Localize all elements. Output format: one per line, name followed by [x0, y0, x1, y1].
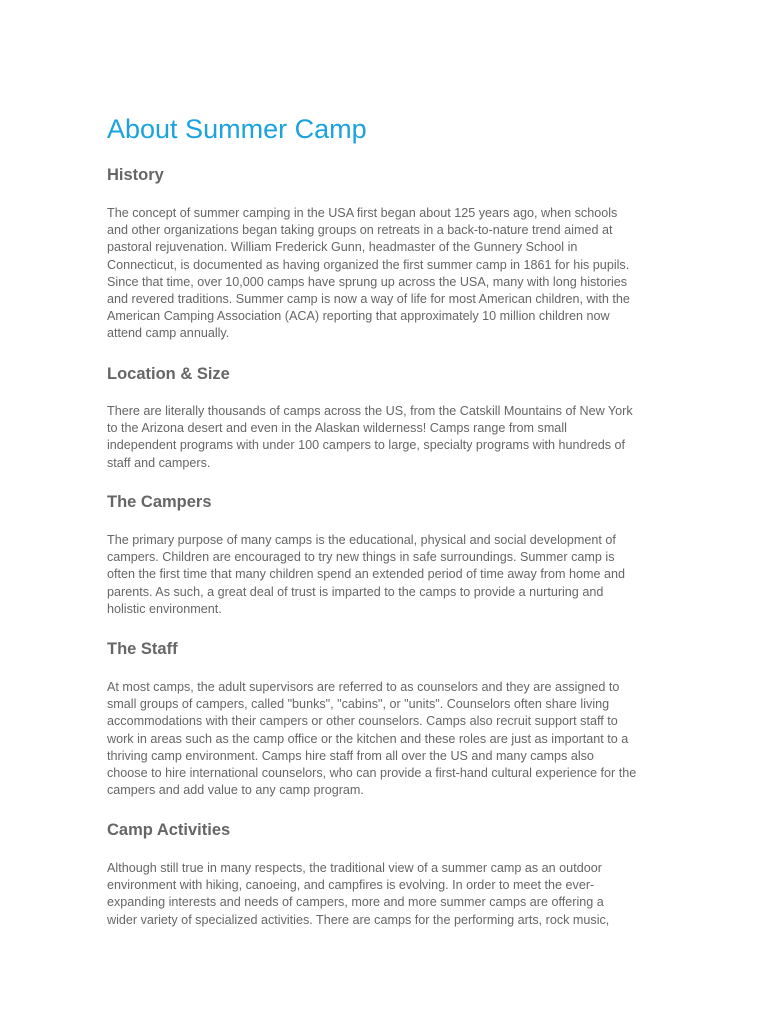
- text-line: environment with hiking, canoeing, and campfires is evolving. In order to meet the ever-: [107, 878, 595, 893]
- page-title: About Summer Camp: [107, 114, 367, 144]
- text-line: to the Arizona desert and even in the Alaskan wilderness! Camps range from small: [107, 421, 567, 436]
- text-line: Connecticut, is documented as having organized the first summer camp in 1861 for his pupils.: [107, 257, 630, 272]
- text-line: The concept of summer camping in the USA first began about 125 years ago, when schools: [107, 206, 618, 220]
- text-line: expanding interests and needs of campers, more and more summer camps are offering a: [107, 895, 604, 910]
- section-heading-the-campers: The Campers: [107, 493, 212, 511]
- section-heading-history: History: [107, 166, 164, 184]
- text-line: Since that time, over 10,000 camps have sprung up across the USA, many with long histories: [107, 274, 628, 289]
- text-line: The primary purpose of many camps is the educational, physical and social development of: [107, 533, 616, 547]
- text-line: attend camp annually.: [107, 326, 230, 341]
- text-line: Although still true in many respects, the traditional view of a summer camp as an outdoor: [107, 861, 602, 875]
- section-heading-camp-activities: Camp Activities: [107, 821, 231, 839]
- section-body-history: [107, 205, 630, 343]
- text-line: campers and add value to any camp program.: [107, 783, 364, 798]
- text-line: small groups of campers, called "bunks", "cabins", or "units". Counselors often share living: [107, 697, 610, 712]
- text-line: choose to hire international counselors, who can provide a first-hand cultural experience for the: [107, 766, 637, 781]
- section-body-location-size: [107, 403, 633, 472]
- text-line: staff and campers.: [107, 455, 211, 470]
- text-line: At most camps, the adult supervisors are referred to as counselors and they are assigned to: [107, 680, 620, 694]
- text-line: work in areas such as the camp office or the kitchen and these roles are just as important to a: [107, 731, 629, 746]
- section-body-camp-activities: [107, 860, 609, 929]
- section-heading-the-staff: The Staff: [107, 640, 178, 658]
- text-line: There are literally thousands of camps across the US, from the Catskill Mountains of New York: [107, 404, 633, 418]
- text-line: holistic environment.: [107, 601, 222, 616]
- text-line: accommodations with their campers or other counselors. Camps also recruit support staff to: [107, 714, 618, 729]
- text-line: campers. Children are encouraged to try new things in safe surroundings. Summer camp is: [107, 550, 615, 565]
- section-heading-location-size: Location & Size: [107, 365, 230, 383]
- section-body-the-campers: [107, 532, 625, 618]
- text-line: thriving camp environment. Camps hire staff from all over the US and many camps also: [107, 748, 594, 763]
- text-line: and revered traditions. Summer camp is now a way of life for most American children, with the: [107, 292, 630, 307]
- text-line: parents. As such, a great deal of trust is imparted to the camps to provide a nurturing and: [107, 584, 604, 599]
- text-line: pastoral rejuvenation. William Frederick Gunn, headmaster of the Gunnery School in: [107, 240, 578, 255]
- text-line: wider variety of specialized activities. There are camps for the performing arts, rock music,: [107, 912, 610, 927]
- text-line: and other organizations began taking groups on retreats in a back-to-nature trend aimed at: [107, 223, 613, 238]
- section-body-the-staff: [107, 679, 636, 799]
- text-line: often the first time that many children spend an extended period of time away from home and: [107, 567, 626, 582]
- text-line: American Camping Association (ACA) reporting that approximately 10 million children now: [107, 309, 610, 324]
- text-line: independent programs with under 100 campers to large, specialty programs with hundreds of: [107, 438, 626, 453]
